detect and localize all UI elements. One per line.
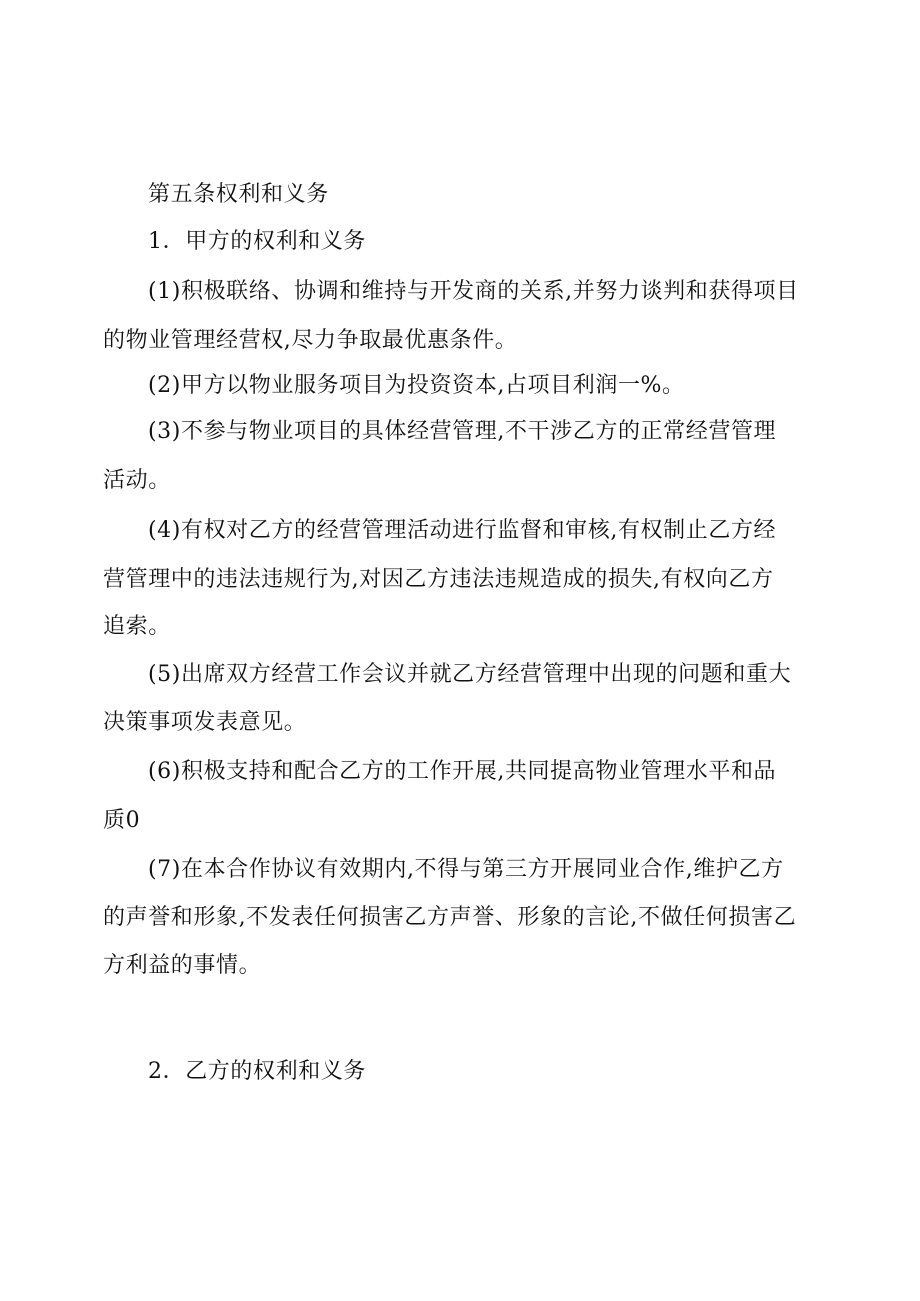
item-4-line-3: 追索。	[103, 614, 171, 639]
section-1-heading: 1．甲方的权利和义务	[148, 229, 366, 254]
item-1-line-1: (1)积极联络、协调和维持与开发商的关系,并努力谈判和获得项目	[148, 279, 799, 304]
article-heading: 第五条权利和义务	[148, 182, 329, 207]
item-6-line-2: 质0	[103, 808, 141, 833]
item-2-line-1: (2)甲方以物业服务项目为投资资本,占项目利润一%。	[148, 373, 685, 398]
item-7-line-1: (7)在本合作协议有效期内,不得与第三方开展同业合作,维护乙方	[148, 857, 784, 882]
item-3-line-2: 活动。	[103, 468, 171, 493]
item-5-line-2: 决策事项发表意见。	[103, 710, 307, 735]
item-6-line-1: (6)积极支持和配合乙方的工作开展,共同提高物业管理水平和品	[148, 759, 777, 784]
item-5-line-1: (5)出席双方经营工作会议并就乙方经营管理中出现的问题和重大	[148, 662, 792, 687]
item-4-line-1: (4)有权对乙方的经营管理活动进行监督和审核,有权制止乙方经	[148, 518, 777, 543]
item-4-line-2: 营管理中的违法违规行为,对因乙方违法违规造成的损失,有权向乙方	[103, 567, 774, 592]
section-2-heading: 2．乙方的权利和义务	[148, 1059, 366, 1084]
item-1-line-2: 的物业管理经营权,尽力争取最优惠条件。	[103, 328, 518, 353]
item-7-line-3: 方利益的事情。	[103, 953, 262, 978]
item-7-line-2: 的声誉和形象,不发表任何损害乙方声誉、形象的言论,不做任何损害乙	[103, 905, 797, 930]
item-3-line-1: (3)不参与物业项目的具体经营管理,不干涉乙方的正常经营管理	[148, 419, 777, 444]
